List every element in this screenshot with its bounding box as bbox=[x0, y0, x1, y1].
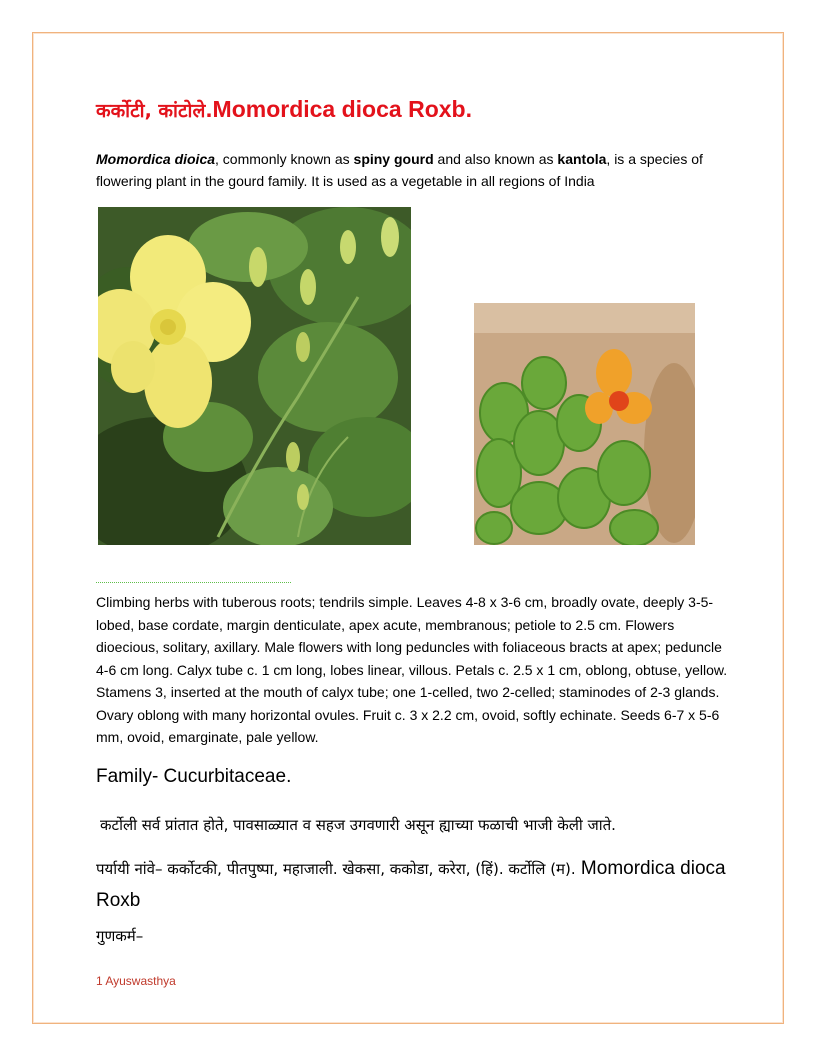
gunakarma-heading: गुणकर्म– bbox=[96, 927, 144, 945]
page-footer: 1 Ayuswasthya bbox=[96, 974, 176, 988]
marathi-note: कर्टोली सर्व प्रांतात होते, पावसाळ्यात व सहज उगवणारी असून ह्याच्या फळाची भाजी केली जाते. bbox=[100, 816, 616, 834]
common-name-spiny-gourd: spiny gourd bbox=[353, 151, 434, 167]
synonyms-devanagari: पर्यायी नांवे– कर्कोटकी, पीतपुष्पा, महाजाली. खेकसा, ककोडा, करेरा, (हिं). कर्टोलि (म). bbox=[96, 860, 576, 878]
fruit-photo bbox=[474, 303, 695, 545]
common-name-kantola: kantola bbox=[557, 151, 607, 167]
separator-line bbox=[96, 582, 291, 583]
title-devanagari: कर्कोटी, कांटोले. bbox=[96, 100, 213, 122]
family-heading: Family- Cucurbitaceae. bbox=[96, 766, 292, 787]
species-name: Momordica dioica bbox=[96, 151, 216, 167]
intro-paragraph bbox=[96, 148, 736, 192]
intro-text-2: and also known as bbox=[433, 151, 558, 167]
intro-text-1: , commonly known as bbox=[215, 151, 354, 167]
botanical-description: Climbing herbs with tuberous roots; tendrils simple. Leaves 4-8 x 3-6 cm, broadly ovate, deeply 3-5-lobed, base cordate, margin denticulate, apex acute, membranous; petiole to 2.5 cm. Flowers dioecious, solitary, axillary. Male flowers with long peduncles with foliaceous bracts at apex; peduncle 4-6 cm long. Calyx tube c. 1 cm long, lobes linear, villous. Petals c. 2.5 x 1 cm, oblong, obtuse, yellow. Stamens 3, inserted at the mouth of calyx tube; one 1-celled, two 2-celled; staminodes of 2-3 glands. Ovary oblong with many horizontal ovules. Fruit c. 3 x 2.2 cm, ovoid, softly echinate. Seeds 6-7 x 5-6 mm, ovoid, emarginate, pale yellow. bbox=[96, 594, 728, 745]
flower-photo bbox=[98, 207, 411, 545]
synonyms bbox=[96, 853, 736, 917]
page-title bbox=[96, 96, 736, 123]
synonyms-latin: Momordica dioca Roxb bbox=[96, 858, 726, 911]
title-latin: Momordica dioca Roxb. bbox=[212, 96, 472, 122]
intro-text-3: , is a species of flowering plant in the gourd family. It is used as a vegetable in all regions of India bbox=[96, 151, 703, 189]
